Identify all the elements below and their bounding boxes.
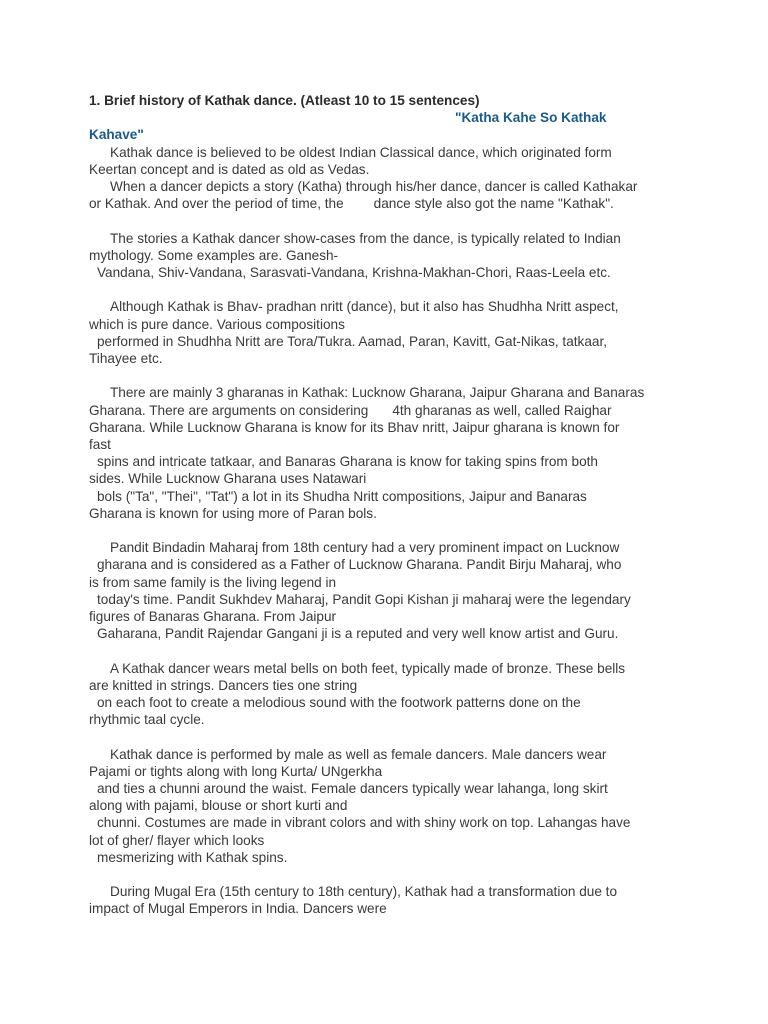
paragraph-nritt [89,298,689,367]
text-line: There are mainly 3 gharanas in Kathak: Lucknow Gharana, Jaipur Gharana and Banaras [110,385,645,401]
text-line: rhythmic taal cycle. [89,712,205,728]
text-fragment: 4th gharanas as well, called Raighar [392,402,612,418]
text-line: Keertan concept and is dated as old as Vedas. [89,161,370,177]
text-line-composite [89,402,689,419]
quote-line-2: Kahave" [89,127,144,143]
text-line: During Mugal Era (15th century to 18th century), Kathak had a transformation due to [110,884,618,900]
text-line: today's time. Pandit Sukhdev Maharaj, Pandit Gopi Kishan ji maharaj were the legendary [97,591,631,607]
text-line: and ties a chunni around the waist. Female dancers typically wear lahanga, long skirt [97,781,608,797]
text-line: mesmerizing with Kathak spins. [97,849,288,865]
paragraph-stories [89,230,689,282]
text-line: mythology. Some examples are. Ganesh- [89,247,339,263]
text-line: Kathak dance is performed by male as well as female dancers. Male dancers wear [110,746,607,762]
text-line: Gharana is known for using more of Paran bols. [89,505,377,521]
text-line: spins and intricate tatkaar, and Banaras Gharana is know for taking spins from both [97,454,598,470]
text-line: The stories a Kathak dancer show-cases from the dance, is typically related to Indian [110,230,621,246]
text-line: chunni. Costumes are made in vibrant colors and with shiny work on top. Lahangas have [97,815,631,831]
text-fragment: dance style also got the name "Kathak". [373,196,614,212]
text-fragment: Gharana. There are arguments on considering [89,402,369,418]
text-line: which is pure dance. Various compositions [89,316,345,332]
text-line: Gaharana, Pandit Rajendar Gangani ji is a reputed and very well know artist and Guru. [97,626,619,642]
text-line: fast [89,437,111,453]
paragraph-origin [89,144,689,213]
text-line: is from same family is the living legend in [89,574,337,590]
text-line: Pajami or tights along with long Kurta/ UNgerkha [89,763,383,779]
text-line: Vandana, Shiv-Vandana, Sarasvati-Vandana, Krishna-Makhan-Chori, Raas-Leela etc. [97,265,611,281]
paragraph-mugal-era [89,883,689,917]
text-line: performed in Shudhha Nritt are Tora/Tukra. Aamad, Paran, Kavitt, Gat-Nikas, tatkaar, [97,333,608,349]
text-line: Gharana. While Lucknow Gharana is know for its Bhav nritt, Jaipur gharana is known for [89,419,620,435]
text-line: lot of gher/ flayer which looks [89,832,265,848]
text-line: Although Kathak is Bhav- pradhan nritt (dance), but it also has Shudhha Nritt aspect, [110,299,619,315]
text-line: Kathak dance is believed to be oldest Indian Classical dance, which originated form [110,144,612,160]
paragraph-bells [89,660,689,729]
assignment-question: 1. Brief history of Kathak dance. (Atleast 10 to 15 sentences) [89,93,480,108]
text-line: bols ("Ta", "Thei", "Tat") a lot in its Shudha Nritt compositions, Jaipur and Banaras [97,488,587,504]
text-line: impact of Mugal Emperors in India. Dancers were [89,901,387,917]
text-line: A Kathak dancer wears metal bells on both feet, typically made of bronze. These bells [110,660,626,676]
text-line: figures of Banaras Gharana. From Jaipur [89,609,337,625]
paragraph-costumes [89,746,689,866]
text-line: are knitted in strings. Dancers ties one string [89,677,358,693]
text-line: along with pajami, blouse or short kurti and [89,798,348,814]
text-fragment: or Kathak. And over the period of time, the [89,196,344,212]
text-line: gharana and is considered as a Father of Lucknow Gharana. Pandit Birju Maharaj, who [97,557,622,573]
text-line: sides. While Lucknow Gharana uses Natawari [89,471,367,487]
text-line: Tihayee etc. [89,351,163,367]
text-line: Pandit Bindadin Maharaj from 18th century had a very prominent impact on Lucknow [110,540,620,556]
text-line-composite [89,195,689,212]
paragraph-gharanas [89,384,689,522]
text-line: on each foot to create a melodious sound with the footwork patterns done on the [97,695,581,711]
paragraph-maharaj [89,539,689,642]
text-line: When a dancer depicts a story (Katha) through his/her dance, dancer is called Kathakar [110,179,638,195]
quote-line-1: "Katha Kahe So Kathak [455,110,607,126]
quote-title [89,109,689,143]
document-page [89,92,689,918]
